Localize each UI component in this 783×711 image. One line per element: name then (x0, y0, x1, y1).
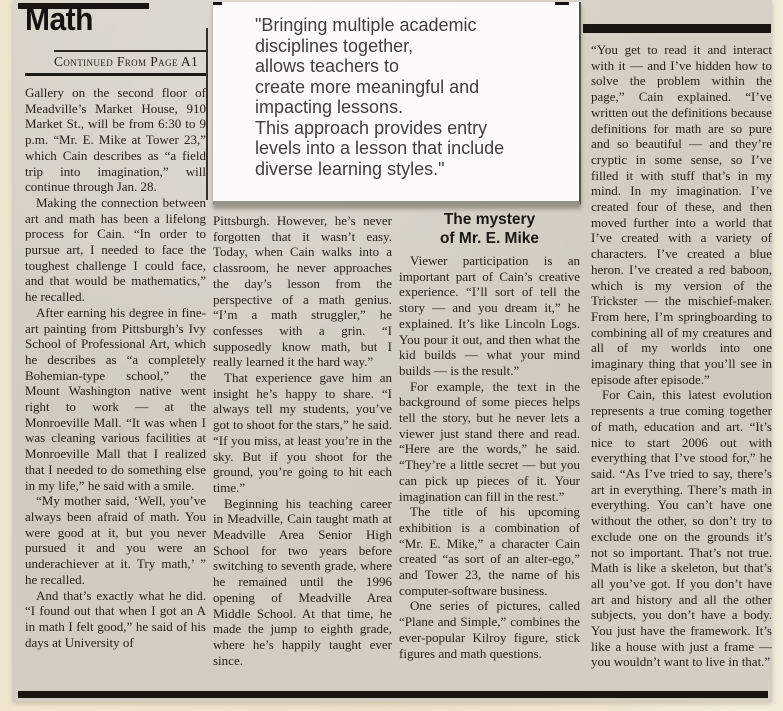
body-paragraph: For example, the text in the background of some pieces helps tell the story, but he never lets a viewer just stand there and read. “Here are the words,” he said. “They’re a little secret — but you can pick up pieces of it. Your imagination can fill in the rest.” (399, 378, 580, 504)
continued-bottom-rule (25, 73, 206, 76)
column-4 (591, 42, 772, 686)
pull-quote-line: "Bringing multiple academic (255, 15, 477, 35)
pull-quote-line: levels into a lesson that include (255, 138, 505, 158)
article-headline: Math (25, 2, 93, 38)
body-paragraph: One series of pictures, called “Plane and Simple,” combines the ever-popular Kilroy figure, stick figures and math questions. (399, 598, 580, 661)
body-paragraph: “You get to read it and interact with it — and I’ve hidden how to solve the problem within the page,” Cain explained. “I’ve written out the definitions because definitions for math are so pure and so beautiful — and they’re cryptic in some sense, so I’ve filled it with stuff that’s in my mind. In my imagination. I’ve created four of these, and then moved further into a world that I’ve created with a variety of characters. I’ve created a blue heron. I’ve created a red baboon, which is my version of the Trickster — the mischief-maker. From here, I’m springboarding to combining all of my creatures and all of my worlds into one imaginary thing that you’ll see in episode after episode.” (591, 42, 772, 387)
body-paragraph: The title of his upcoming exhibition is a combination of “Mr. E. Mike,” a character Cain created “as sort of an alter-ego,” and Tower 23, the name of his computer-software business. (399, 504, 580, 598)
column-1 (25, 85, 206, 685)
bottom-rule (18, 691, 768, 698)
column-divider-rule (206, 28, 208, 200)
section-subheading (399, 211, 580, 248)
pull-quote-line: diverse learning styles." (255, 158, 445, 179)
newspaper-clipping (13, 0, 772, 702)
pull-quote-line: disciplines together, (255, 35, 414, 56)
body-paragraph: After earning his degree in fine-art painting from Pittsburgh’s Ivy School of Professional Art, which he describes as “a completely Bohemian-type school,” the Mount Washington native went right to work — at the Monroeville Mall. “It was when I was cleaning various facilities at Monroeville Mall that I realized that I needed to do something else in my life,” he said with a smile. (25, 304, 206, 493)
pull-quote-line: This approach provides entry (255, 117, 488, 138)
column-2 (213, 213, 392, 685)
top-right-rule (583, 24, 771, 33)
body-paragraph: “My mother said, ‘Well, you’ve always been afraid of math. You were good at it, but you never pursued it and you were an underachiever at it. Try math,’ ” he recalled. (25, 493, 206, 587)
subheading-line: The mystery (443, 211, 536, 228)
pull-quote-box (213, 2, 581, 205)
body-paragraph: And that’s exactly what he did. “I found out that when I got an A in math I felt good,” he said of his days at University of (25, 587, 206, 650)
pull-quote-line: impacting lessons. (255, 97, 404, 117)
continued-text: Continued From Page A1 (54, 54, 199, 69)
continued-from-label (25, 50, 206, 76)
pull-quote-line: create more meaningful and (255, 76, 480, 97)
body-paragraph: For Cain, this latest evolution represents a true coming together of math, education and art. “It’s nice to start 2006 out with everything that I’ve stood for,” he said. “As I’ve tried to say, there’s art in everything. There’s math in everything. You can’t have one without the other, so don’t try to exclude one on the grounds it’s not so important. That’s not true. Math is like a skeleton, but that’s all you’ve got. If you don’t have art and history and all the other subjects, you don’t have a body. You just have the framework. It’s like a house with just a frame — you wouldn’t want to live in that.” (591, 387, 772, 670)
body-paragraph: Viewer participation is an important part of Cain’s creative experience. “I’ll sort of tell the story — and you dream it,” he explained. It’s like Lincoln Logs. You pour it out, and then what the kid builds — what your mind builds — is the result.” (399, 253, 580, 378)
subheading-line: of Mr. E. Mike (439, 229, 540, 247)
body-paragraph: That experience gave him an insight he’s happy to share. “I always tell my students, you’ve got to shoot for the stars,” he said. “If you miss, at least you’re in the sky. But if you shoot for the ground, you’re going to hit each time.” (213, 370, 392, 495)
body-paragraph: Beginning his teaching career in Meadville, Cain taught math at Meadville Area Senior High School for two years before switching to seventh grade, where he remained until the 1996 opening of Meadville Area Middle School. At that time, he made the jump to eighth grade, where he’s happily taught ever since. (213, 495, 392, 668)
column-3 (399, 210, 580, 685)
pull-quote-line: allows teachers to (255, 56, 400, 76)
body-paragraph: Gallery on the second floor of Meadville’s Market House, 910 Market St., will be from 6:30 to 9 p.m. “Mr. E. Mike at Tower 23,” which Cain describes as “a field trip into imagination,” will continue through Jan. 28. (25, 85, 206, 195)
body-paragraph: Making the connection between art and math has been a lifelong process for Cain. “In order to pursue art, I needed to face the toughest challenge I could face, and that would be mathematics,” he recalled. (25, 194, 206, 305)
body-paragraph: Pittsburgh. However, he’s never forgotten that it wasn’t easy. Today, when Cain walks into a classroom, he never approaches the day’s lesson from the perspective of a math genius. “I’m a math struggler,” he confesses with a grin. “I supposedly know math, but I really learned it the hard way.” (213, 213, 392, 370)
